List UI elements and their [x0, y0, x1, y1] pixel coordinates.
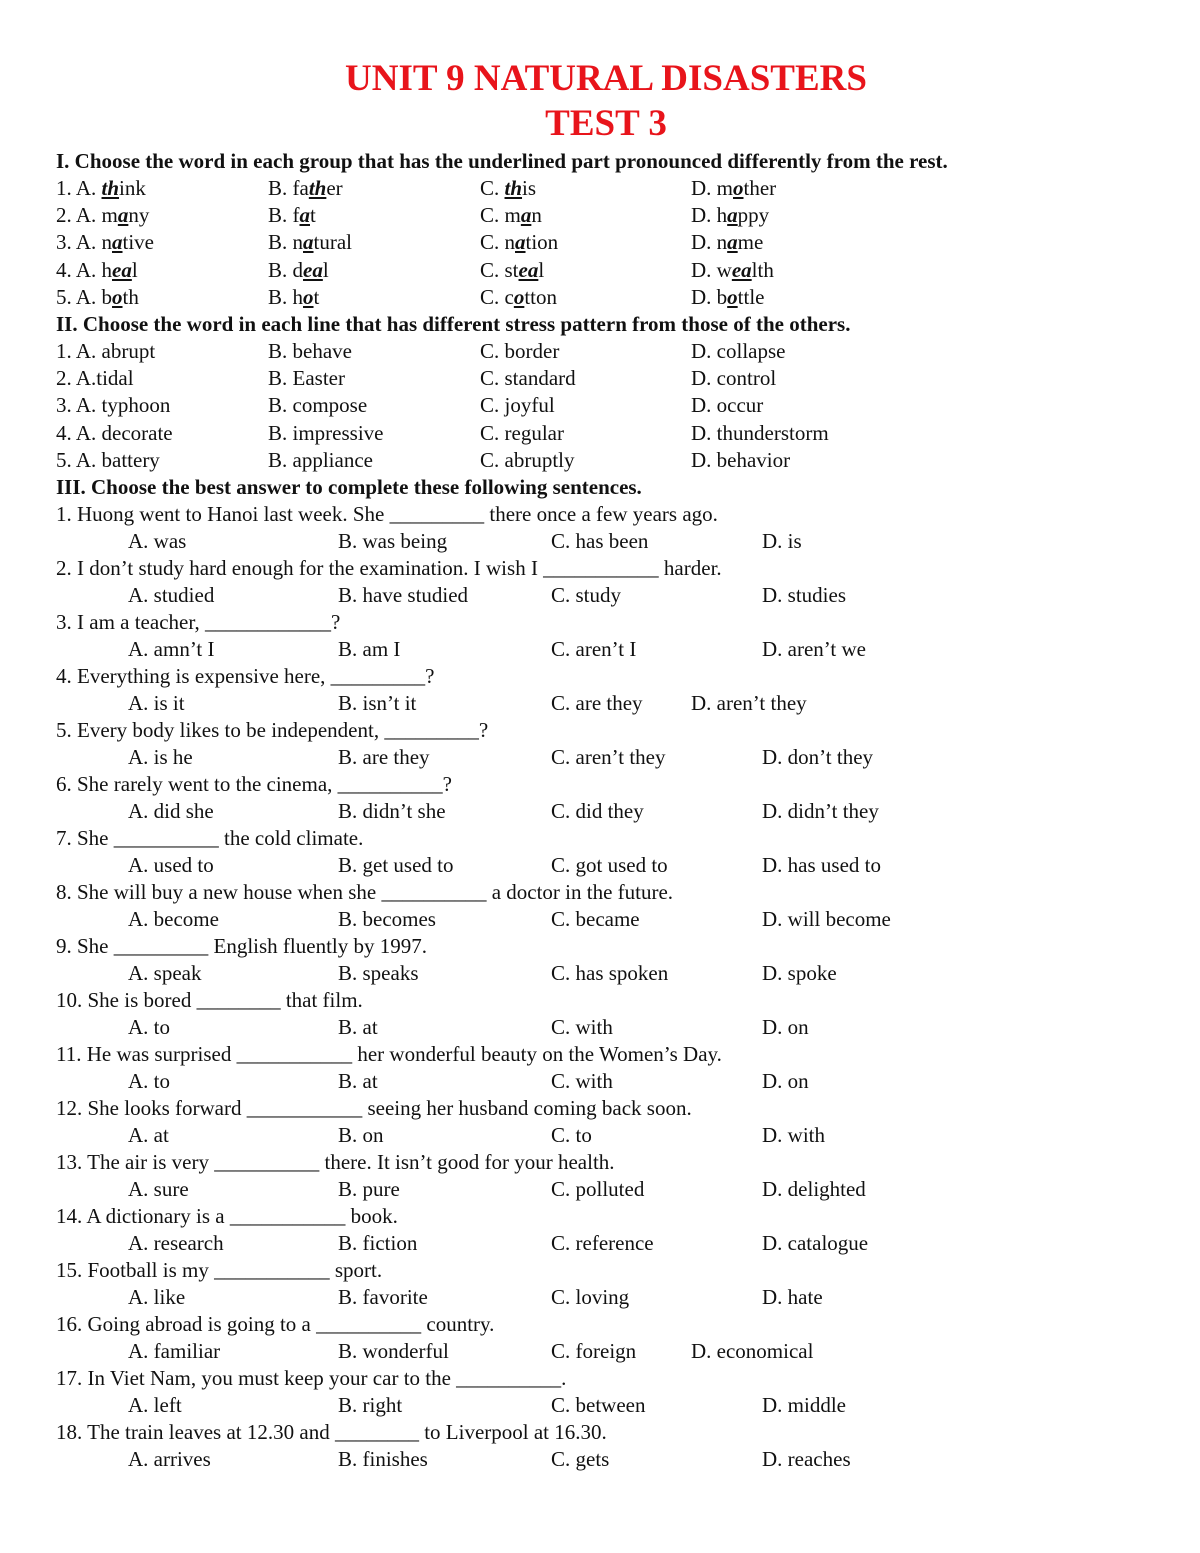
option-suffix: n: [531, 203, 542, 228]
answer-option: D. is: [762, 528, 802, 553]
page-subtitle: TEST 3: [545, 103, 667, 144]
answer-option: D. studies: [762, 582, 846, 607]
question-stem: 16. Going abroad is going to a __________ country.: [56, 1311, 495, 1336]
answer-option: B. pure: [338, 1176, 400, 1201]
stress-option: D. occur: [691, 393, 764, 418]
pronunciation-option: [480, 175, 536, 202]
option-prefix: 4. A. h: [56, 257, 113, 282]
pronunciation-option: [268, 229, 352, 256]
underlined-part: o: [727, 284, 738, 309]
question-stem: 13. The air is very __________ there. It isn’t good for your health.: [56, 1149, 615, 1174]
pronunciation-option: [56, 229, 154, 256]
underlined-part: ea: [303, 257, 323, 282]
answer-option: D. economical: [691, 1338, 814, 1363]
question-stem: 17. In Viet Nam, you must keep your car to the __________.: [56, 1365, 567, 1390]
answer-option: B. becomes: [338, 906, 436, 931]
pronunciation-option: [691, 202, 769, 229]
option-suffix: tton: [524, 284, 557, 309]
answer-option: A. speak: [128, 960, 202, 985]
option-prefix: B. n: [268, 230, 304, 255]
answer-option: B. right: [338, 1392, 403, 1417]
answer-option: B. favorite: [338, 1284, 428, 1309]
answer-option: D. reaches: [762, 1446, 851, 1471]
answer-option: A. studied: [128, 582, 215, 607]
question-options: [56, 1068, 1156, 1095]
stress-row: [56, 392, 1156, 419]
stress-option: B. compose: [268, 393, 368, 418]
answer-option: B. fiction: [338, 1230, 418, 1255]
page-title: UNIT 9 NATURAL DISASTERS: [345, 58, 867, 99]
option-suffix: ther: [743, 176, 777, 200]
answer-option: A. like: [128, 1284, 186, 1309]
answer-option: D. hate: [762, 1284, 823, 1309]
answer-option: A. become: [128, 906, 219, 931]
question-stem: 9. She _________ English fluently by 1997.: [56, 933, 427, 958]
answer-option: C. has spoken: [551, 960, 669, 985]
section-1-heading: I. Choose the word in each group that has the underlined part pronounced differently from the rest.: [56, 149, 948, 173]
option-suffix: l: [322, 257, 329, 282]
question-stem: 8. She will buy a new house when she __________ a doctor in the future.: [56, 879, 674, 904]
stress-option: D. collapse: [691, 338, 786, 363]
stress-option: B. behave: [268, 338, 352, 363]
stress-option: B. appliance: [268, 447, 373, 472]
answer-option: C. reference: [551, 1230, 654, 1255]
question-options: [56, 690, 1156, 717]
answer-option: B. have studied: [338, 582, 469, 607]
answer-option: B. didn’t she: [338, 798, 446, 823]
underlined-part: o: [733, 176, 744, 200]
underlined-part: a: [303, 230, 314, 255]
question-options: [56, 528, 1156, 555]
pronunciation-option: [691, 229, 763, 256]
stress-option: 2. A.tidal: [56, 366, 134, 391]
option-suffix: ny: [128, 203, 150, 228]
option-suffix: tion: [525, 230, 559, 255]
answer-option: B. isn’t it: [338, 690, 417, 715]
option-prefix: B. d: [268, 257, 304, 282]
answer-option: B. finishes: [338, 1446, 428, 1471]
option-suffix: ink: [119, 176, 146, 200]
pronunciation-option: [691, 175, 776, 202]
pronunciation-row: [56, 257, 1156, 284]
pronunciation-option: [268, 257, 329, 284]
option-prefix: 2. A. m: [56, 203, 118, 228]
answer-option: D. don’t they: [762, 744, 874, 769]
question-options: [56, 1338, 1156, 1365]
option-suffix: l: [538, 257, 545, 282]
answer-option: C. aren’t I: [551, 636, 637, 661]
option-suffix: th: [122, 284, 139, 309]
answer-option: C. to: [551, 1122, 592, 1147]
option-prefix: D. m: [691, 176, 733, 200]
option-prefix: C. c: [480, 284, 514, 309]
answer-option: D. aren’t they: [691, 690, 807, 715]
section-2-heading: II. Choose the word in each line that has different stress pattern from those of the others.: [56, 311, 851, 336]
pronunciation-option: [268, 202, 316, 229]
pronunciation-option: [480, 284, 557, 311]
pronunciation-option: [691, 284, 765, 311]
answer-option: C. did they: [551, 798, 644, 823]
answer-option: D. didn’t they: [762, 798, 879, 823]
underlined-part: o: [303, 284, 314, 309]
question-stem: 7. She __________ the cold climate.: [56, 825, 364, 850]
answer-option: D. aren’t we: [762, 636, 866, 661]
underlined-part: a: [727, 230, 738, 255]
answer-option: D. middle: [762, 1392, 846, 1417]
answer-option: A. was: [128, 528, 187, 553]
stress-option: C. regular: [480, 420, 564, 445]
question-options: [56, 582, 1156, 609]
pronunciation-row: [56, 229, 1156, 256]
answer-option: D. on: [762, 1068, 809, 1093]
answer-option: C. got used to: [551, 852, 668, 877]
option-suffix: lth: [751, 257, 774, 282]
stress-option: C. joyful: [480, 393, 555, 418]
answer-option: B. on: [338, 1122, 384, 1147]
underlined-part: th: [308, 176, 327, 200]
answer-option: C. became: [551, 906, 640, 931]
answer-option: C. with: [551, 1068, 613, 1093]
stress-option: B. impressive: [268, 420, 384, 445]
question-options: [56, 1392, 1156, 1419]
answer-option: B. at: [338, 1014, 378, 1039]
option-suffix: t: [310, 203, 316, 228]
stress-option: D. thunderstorm: [691, 420, 829, 445]
pronunciation-row: [56, 175, 1156, 202]
option-prefix: D. w: [691, 257, 732, 282]
option-suffix: me: [737, 230, 764, 255]
question-stem: 4. Everything is expensive here, _________?: [56, 663, 435, 688]
question-options: [56, 852, 1156, 879]
section-1-items: [56, 175, 1156, 311]
answer-option: A. familiar: [128, 1338, 221, 1363]
answer-option: D. has used to: [762, 852, 881, 877]
test-page: [56, 56, 1156, 1473]
answer-option: B. wonderful: [338, 1338, 449, 1363]
answer-option: A. did she: [128, 798, 214, 823]
underlined-part: o: [112, 284, 123, 309]
option-prefix: C. n: [480, 230, 516, 255]
answer-option: C. has been: [551, 528, 649, 553]
option-suffix: ttle: [737, 284, 765, 309]
answer-option: C. with: [551, 1014, 613, 1039]
stress-row: [56, 338, 1156, 365]
option-prefix: B. fa: [268, 176, 309, 200]
answer-option: D. catalogue: [762, 1230, 869, 1255]
stress-option: C. standard: [480, 366, 576, 391]
option-prefix: B. h: [268, 284, 304, 309]
option-prefix: 3. A. n: [56, 230, 113, 255]
question-stem: 12. She looks forward ___________ seeing her husband coming back soon.: [56, 1095, 692, 1120]
option-prefix: D. h: [691, 203, 728, 228]
section-3-heading: III. Choose the best answer to complete these following sentences.: [56, 474, 642, 499]
pronunciation-option: [480, 229, 558, 256]
stress-option: D. behavior: [691, 447, 791, 472]
underlined-part: a: [299, 203, 310, 228]
question-options: [56, 1014, 1156, 1041]
option-prefix: D. n: [691, 230, 728, 255]
question-stem: 15. Football is my ___________ sport.: [56, 1257, 383, 1282]
answer-option: A. at: [128, 1122, 169, 1147]
question-stem: 14. A dictionary is a ___________ book.: [56, 1203, 398, 1228]
pronunciation-row: [56, 284, 1156, 311]
pronunciation-option: [56, 175, 146, 202]
question-stem: 18. The train leaves at 12.30 and ________ to Liverpool at 16.30.: [56, 1419, 607, 1444]
answer-option: D. spoke: [762, 960, 837, 985]
pronunciation-option: [268, 284, 319, 311]
question-options: [56, 1122, 1156, 1149]
stress-row: [56, 365, 1156, 392]
option-suffix: er: [326, 176, 343, 200]
answer-option: D. on: [762, 1014, 809, 1039]
answer-option: A. research: [128, 1230, 224, 1255]
underlined-part: a: [520, 203, 532, 228]
option-prefix: C.: [480, 176, 505, 200]
stress-row: [56, 420, 1156, 447]
question-options: [56, 798, 1156, 825]
question-stem: 3. I am a teacher, ____________?: [56, 609, 341, 634]
answer-option: A. used to: [128, 852, 214, 877]
answer-option: C. aren’t they: [551, 744, 666, 769]
pronunciation-option: [691, 257, 774, 284]
stress-option: C. abruptly: [480, 447, 575, 472]
option-suffix: ppy: [737, 203, 770, 228]
answer-option: B. was being: [338, 528, 448, 553]
section-2-items: [56, 338, 1156, 474]
answer-option: C. are they: [551, 690, 643, 715]
stress-option: 5. A. battery: [56, 447, 160, 472]
underlined-part: ea: [112, 257, 132, 282]
pronunciation-option: [480, 202, 542, 229]
answer-option: A. to: [128, 1068, 170, 1093]
question-stem: 5. Every body likes to be independent, _________?: [56, 717, 489, 742]
question-options: [56, 906, 1156, 933]
option-suffix: t: [313, 284, 320, 309]
question-stem: 6. She rarely went to the cinema, __________?: [56, 771, 452, 796]
underlined-part: a: [117, 203, 129, 228]
answer-option: C. polluted: [551, 1176, 645, 1201]
underlined-part: a: [112, 230, 123, 255]
underlined-part: ea: [731, 257, 752, 282]
question-stem: 2. I don’t study hard enough for the examination. I wish I ___________ harder.: [56, 555, 722, 580]
question-options: [56, 1230, 1156, 1257]
stress-option: 1. A. abrupt: [56, 338, 156, 363]
answer-option: A. arrives: [128, 1446, 211, 1471]
question-options: [56, 960, 1156, 987]
answer-option: D. with: [762, 1122, 825, 1147]
option-prefix: D. b: [691, 284, 728, 309]
question-options: [56, 636, 1156, 663]
underlined-part: th: [101, 176, 120, 200]
pronunciation-option: [56, 257, 138, 284]
answer-option: A. left: [128, 1392, 182, 1417]
section-3-questions: [56, 501, 1156, 1473]
answer-option: A. is he: [128, 744, 193, 769]
option-suffix: l: [131, 257, 138, 282]
underlined-part: a: [727, 203, 738, 228]
answer-option: A. to: [128, 1014, 170, 1039]
answer-option: A. amn’t I: [128, 636, 215, 661]
question-stem: 1. Huong went to Hanoi last week. She _________ there once a few years ago.: [56, 501, 718, 526]
answer-option: C. loving: [551, 1284, 630, 1309]
option-suffix: tive: [122, 230, 155, 255]
question-stem: 11. He was surprised ___________ her wonderful beauty on the Women’s Day.: [56, 1041, 722, 1066]
answer-option: C. gets: [551, 1446, 610, 1471]
stress-option: C. border: [480, 338, 560, 363]
pronunciation-option: [268, 175, 343, 202]
answer-option: C. study: [551, 582, 622, 607]
option-prefix: C. m: [480, 203, 521, 228]
stress-row: [56, 447, 1156, 474]
answer-option: D. delighted: [762, 1176, 866, 1201]
question-options: [56, 1284, 1156, 1311]
stress-option: 3. A. typhoon: [56, 393, 171, 418]
option-suffix: is: [522, 176, 537, 200]
stress-option: D. control: [691, 366, 777, 391]
underlined-part: a: [515, 230, 526, 255]
answer-option: B. am I: [338, 636, 401, 661]
stress-option: 4. A. decorate: [56, 420, 173, 445]
question-stem: 10. She is bored ________ that film.: [56, 987, 363, 1012]
answer-option: B. are they: [338, 744, 430, 769]
option-prefix: B. f: [268, 203, 300, 228]
stress-option: B. Easter: [268, 366, 345, 391]
answer-option: A. sure: [128, 1176, 189, 1201]
answer-option: D. will become: [762, 906, 891, 931]
pronunciation-option: [56, 202, 149, 229]
pronunciation-row: [56, 202, 1156, 229]
question-options: [56, 1176, 1156, 1203]
option-prefix: 5. A. b: [56, 284, 113, 309]
answer-option: C. between: [551, 1392, 646, 1417]
option-prefix: C. st: [480, 257, 519, 282]
underlined-part: th: [504, 176, 523, 200]
underlined-part: ea: [518, 257, 539, 282]
option-suffix: tural: [313, 230, 352, 255]
option-prefix: 1. A.: [56, 176, 102, 200]
answer-option: C. foreign: [551, 1338, 637, 1363]
answer-option: B. at: [338, 1068, 378, 1093]
pronunciation-option: [56, 284, 139, 311]
pronunciation-option: [480, 257, 544, 284]
question-options: [56, 1446, 1156, 1473]
answer-option: B. speaks: [338, 960, 419, 985]
answer-option: B. get used to: [338, 852, 454, 877]
question-options: [56, 744, 1156, 771]
answer-option: A. is it: [128, 690, 185, 715]
underlined-part: o: [513, 284, 525, 309]
